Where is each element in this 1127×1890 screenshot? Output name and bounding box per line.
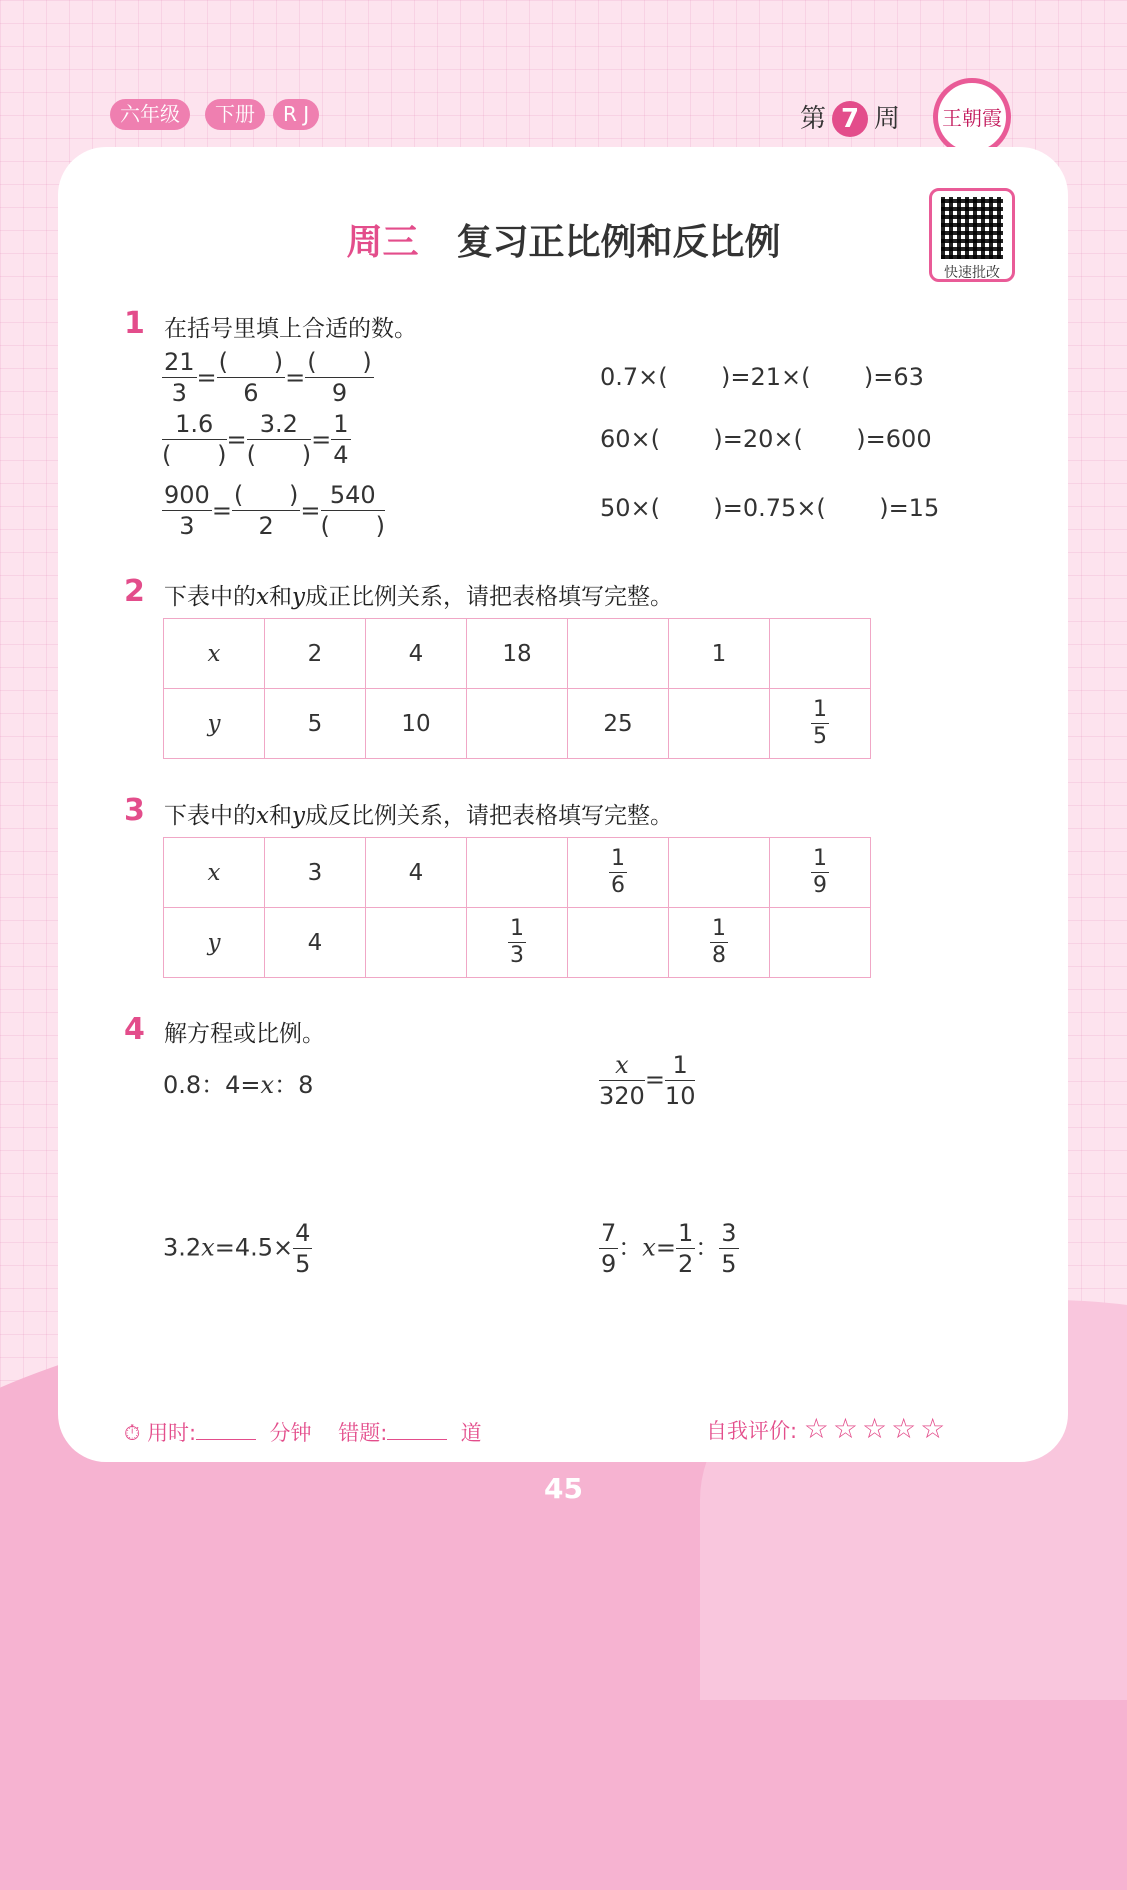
table-cell: 2 [265,619,366,689]
numerator: ( ) [218,348,284,376]
fraction [331,409,350,470]
denominator: 2 [258,512,274,540]
week-number: 7 [832,101,868,137]
table-cell[interactable] [568,619,669,689]
week-label: 第 7 周 [800,98,900,137]
table-cell: 18 [467,619,568,689]
denominator: 6 [243,379,259,407]
equals-sign: = [211,496,232,525]
tag-grade: 六年级 [110,99,190,130]
fraction: $\frac{1}{5}$ [813,697,827,749]
numerator: 1.6 [162,409,227,440]
table-cell[interactable] [669,689,770,759]
fraction [162,409,227,470]
row-header-cell: x [164,619,265,689]
q1-product-eq-1: 0.7×( )=21×( )=63 [600,363,924,391]
table-cell: 5 [265,689,366,759]
table-cell [568,838,669,908]
table-cell: 10 [366,689,467,759]
fraction: $\frac{1}{8}$ [712,916,726,968]
fraction [162,347,197,408]
numerator: 1 [333,410,349,438]
fraction [162,480,212,541]
question-number-3: 3 [124,793,145,828]
table-cell: 4 [265,908,366,978]
rating-stars[interactable]: ☆☆☆☆☆ [803,1412,950,1445]
equation-3: 3.2x=4.5× $\frac{4}{5}$ [163,1219,311,1278]
time-spent: ⏱ 用时: 分钟 错题: 道 [124,1421,482,1445]
denominator: ( ) [162,441,227,469]
q1-fraction-row [162,480,385,541]
denominator: 9 [331,379,348,407]
question-number-4: 4 [124,1012,145,1047]
denominator: 4 [333,441,349,469]
fraction [321,480,386,541]
table-cell[interactable] [669,838,770,908]
equals-sign: = [196,363,217,392]
table-row [164,619,871,689]
fraction: $\frac{1}{9}$ [813,846,827,898]
question-text-2: 下表中的x和y成正比例关系，请把表格填写完整。 [164,584,673,610]
fraction [247,409,312,470]
equation-1: 0.8：4=x：8 [163,1071,314,1099]
equation-4: $\frac{7}{9}$ ：x= $\frac{1}{2}$ ： $\frac{3}{5}$ [601,1219,737,1278]
numerator: ( ) [307,348,372,376]
table-cell[interactable] [467,838,568,908]
fraction [305,347,374,408]
numerator: 21 [164,348,195,376]
numerator: 3.2 [247,409,312,440]
q1-fraction-row [162,347,374,408]
self-evaluation: 自我评价: ☆☆☆☆☆ [706,1412,950,1445]
denominator: ( ) [246,441,312,469]
fraction [217,347,286,408]
inverse-proportion-table [163,837,871,978]
denominator: 3 [171,379,187,407]
table-cell [669,908,770,978]
question-text-4: 解方程或比例。 [164,1021,325,1047]
question-text-3: 下表中的x和y成反比例关系，请把表格填写完整。 [164,803,673,829]
table-row [164,908,871,978]
page-title [0,214,1127,265]
row-header-cell: x [164,838,265,908]
table-row [164,838,871,908]
qr-caption: 快速批改 [944,265,1000,281]
numerator: 540 [321,480,386,511]
tag-volume: 下册 [205,99,265,130]
row-header-cell: y [164,689,265,759]
table-cell[interactable] [770,619,871,689]
fraction: $\frac{1}{3}$ [510,916,524,968]
q1-fraction-row [162,409,351,470]
equals-sign: = [300,496,321,525]
direct-proportion-table [163,618,871,759]
numerator: 900 [164,481,210,509]
table-cell [770,689,871,759]
equals-sign: = [226,425,247,454]
table-cell: 4 [366,619,467,689]
table-cell: 25 [568,689,669,759]
denominator: 3 [179,512,195,540]
question-number-2: 2 [124,574,145,609]
errors-blank[interactable] [387,1439,447,1440]
tag-edition: R J [273,99,319,130]
denominator: ( ) [320,512,386,540]
q1-product-eq-3: 50×( )=0.75×( )=15 [600,494,940,522]
table-cell: 1 [669,619,770,689]
table-cell[interactable] [467,689,568,759]
brand-logo: 王朝霞 [933,78,1011,156]
equals-sign: = [311,425,332,454]
title-topic: 复习正比例和反比例 [456,222,781,263]
table-cell[interactable] [568,908,669,978]
table-cell: 4 [366,838,467,908]
q1-product-eq-2: 60×( )=20×( )=600 [600,425,932,453]
table-row [164,689,871,759]
timer-icon: ⏱ [124,1421,148,1445]
equation-2: $\frac{x}{320}$ = $\frac{1}{10}$ [599,1051,696,1110]
row-header-cell: y [164,908,265,978]
numerator: ( ) [233,481,299,509]
table-cell [770,838,871,908]
title-day: 周三 [346,222,419,263]
table-cell: 3 [265,838,366,908]
fraction [232,480,301,541]
question-number-1: 1 [124,306,145,341]
table-cell[interactable] [366,908,467,978]
table-cell [467,908,568,978]
equals-sign: = [285,363,306,392]
table-cell[interactable] [770,908,871,978]
fraction: $\frac{1}{6}$ [611,846,625,898]
page-number: 45 [544,1472,583,1505]
time-blank[interactable] [196,1439,256,1440]
question-text-1: 在括号里填上合适的数。 [164,316,417,342]
